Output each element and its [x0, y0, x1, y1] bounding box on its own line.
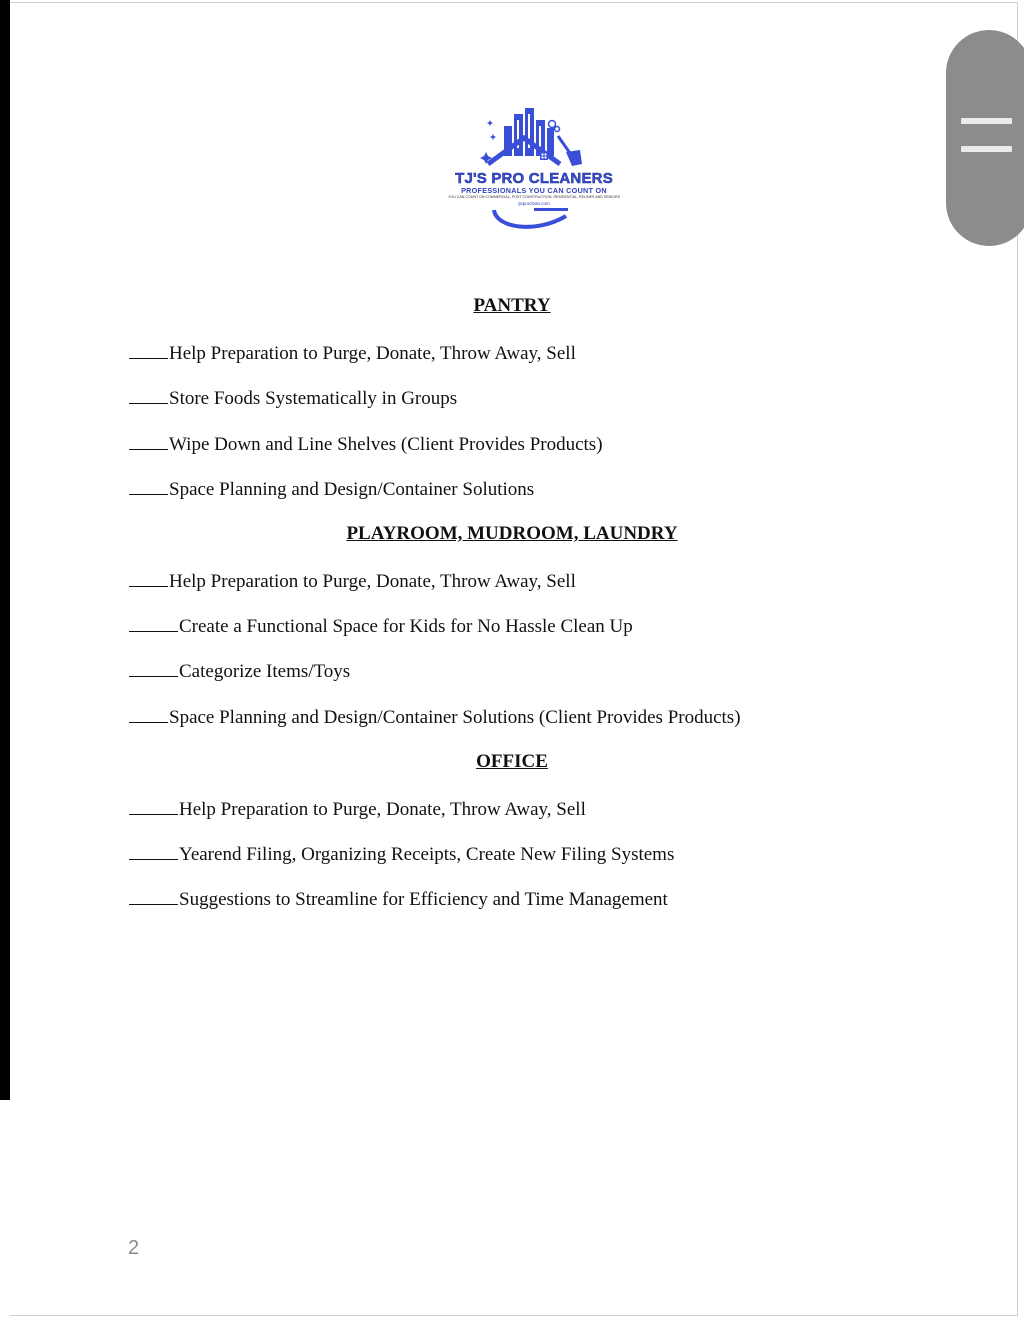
- checklist-item-label: Space Planning and Design/Container Solutions (Client Provides Products): [169, 707, 741, 728]
- logo-small-text: YOU CAN COUNT ON COMMERCIAL, POST CONSTRUCTION, RESIDENTIAL, RELINES AND SENIORS: [448, 195, 620, 199]
- checklist-item-label: Suggestions to Streamline for Efficiency and Time Management: [179, 889, 668, 910]
- checklist-item: [129, 797, 586, 821]
- checklist-item-label: Categorize Items/Toys: [179, 661, 351, 682]
- checklist-item: [129, 705, 741, 729]
- section-heading-playroom: PLAYROOM, MUDROOM, LAUNDRY: [346, 523, 678, 544]
- checkbox-blank[interactable]: [129, 477, 168, 495]
- checklist-item: [129, 842, 674, 866]
- checklist-item-label: Wipe Down and Line Shelves (Client Provides Products): [169, 434, 603, 455]
- page-number: 2: [128, 1237, 140, 1259]
- checklist-item: [129, 569, 576, 593]
- checkbox-blank[interactable]: [129, 705, 168, 723]
- logo-title: TJ'S PRO CLEANERS: [455, 170, 613, 187]
- checkbox-blank[interactable]: [129, 842, 178, 860]
- checklist-item: [129, 386, 457, 410]
- scroll-handle[interactable]: [946, 30, 1024, 246]
- checkbox-blank[interactable]: [129, 614, 178, 632]
- logo-tagline: PROFESSIONALS YOU CAN COUNT ON: [461, 186, 607, 195]
- checklist-item-label: Help Preparation to Purge, Donate, Throw Away, Sell: [169, 571, 576, 592]
- checklist-item: [129, 887, 668, 911]
- left-edge-bar: [0, 0, 10, 1100]
- checklist-item: [129, 659, 350, 683]
- checkbox-blank[interactable]: [129, 659, 178, 677]
- checklist-item-label: Help Preparation to Purge, Donate, Throw Away, Sell: [179, 799, 586, 820]
- logo-url: tjsproclean.com: [518, 201, 550, 206]
- section-heading-office: OFFICE: [476, 751, 548, 772]
- grip-line: [961, 146, 1012, 152]
- checklist-item: [129, 432, 603, 456]
- checklist-item-label: Help Preparation to Purge, Donate, Throw Away, Sell: [169, 343, 576, 364]
- checklist-item-label: Yearend Filing, Organizing Receipts, Create New Filing Systems: [179, 844, 675, 865]
- checklist-item-label: Create a Functional Space for Kids for No Hassle Clean Up: [179, 616, 633, 637]
- checkbox-blank[interactable]: [129, 887, 178, 905]
- company-logo: [426, 106, 642, 234]
- checkbox-blank[interactable]: [129, 797, 178, 815]
- checkbox-blank[interactable]: [129, 432, 168, 450]
- checklist-item: [129, 341, 576, 365]
- section-heading-pantry: PANTRY: [473, 295, 551, 316]
- checklist-item: [129, 477, 534, 501]
- checkbox-blank[interactable]: [129, 386, 168, 404]
- logo-graphic-icon: [426, 106, 642, 170]
- checkbox-blank[interactable]: [129, 569, 168, 587]
- grip-line: [961, 118, 1012, 124]
- checklist-item-label: Store Foods Systematically in Groups: [169, 388, 458, 409]
- checklist-item: [129, 614, 633, 638]
- checkbox-blank[interactable]: [129, 341, 168, 359]
- checklist-item-label: Space Planning and Design/Container Solutions: [169, 479, 535, 500]
- logo-swoosh-icon: [426, 206, 642, 234]
